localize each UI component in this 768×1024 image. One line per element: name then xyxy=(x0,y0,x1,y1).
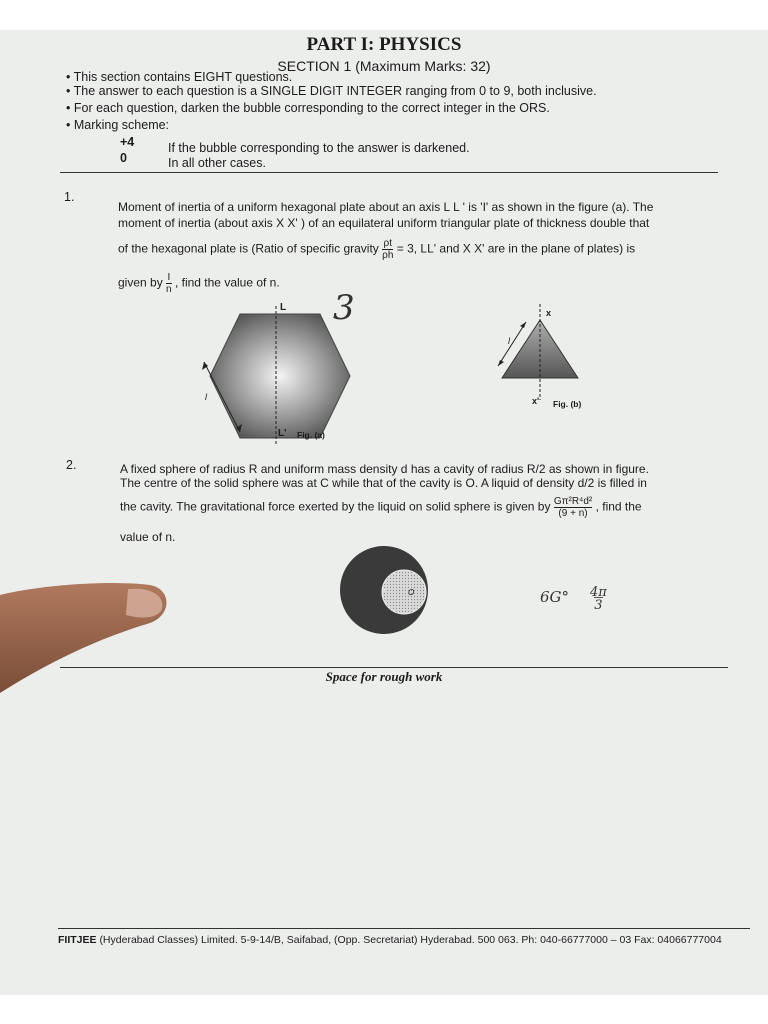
question-2-number: 2. xyxy=(66,458,77,472)
question-1-number: 1. xyxy=(64,190,75,204)
axis-label-L-prime: L' xyxy=(278,428,287,439)
axis-label-x-prime: x' xyxy=(532,396,540,406)
marking-zero: 0 xyxy=(120,151,127,165)
footer-brand: FIITJEE xyxy=(58,934,97,946)
marking-plus4-text: If the bubble corresponding to the answer is darkened. xyxy=(168,141,470,155)
side-label-l-hexagon: l xyxy=(205,392,207,402)
specific-gravity-ratio: $\frac{\rho t}{\rho h}$ xyxy=(382,238,394,261)
q1-line-1: Moment of inertia of a uniform hexagonal plate about an axis L L ' is 'I' as shown in the figure (a). The xyxy=(118,200,654,214)
sphere-with-cavity-figure xyxy=(338,544,438,640)
q1-line-2: moment of inertia (about axis X X' ) of an equilateral uniform triangular plate of thickness double that xyxy=(118,216,650,230)
handwritten-answer-3: 3 xyxy=(333,288,355,328)
marking-plus4: +4 xyxy=(120,135,135,149)
instruction-bullet-3: • For each question, darken the bubble corresponding to the correct integer in the ORS. xyxy=(66,101,550,115)
q2-line-3: the cavity. The gravitational force exerted by the liquid on solid sphere is given by $\frac{\text{Gπ²R⁴d²}}{(9 + n)}$ , find the xyxy=(120,496,642,519)
footer-address xyxy=(58,934,722,946)
section-title: SECTION 1 (Maximum Marks: 32) xyxy=(277,58,491,74)
fig-a-label: Fig. (a) xyxy=(297,430,325,440)
handwritten-note-2: 4π 3 xyxy=(590,585,607,613)
cavity-centre-label: O xyxy=(408,588,415,597)
axis-label-L: L xyxy=(280,302,287,313)
instruction-bullet-4: • Marking scheme: xyxy=(66,118,170,132)
part-title: PART I: PHYSICS xyxy=(306,34,462,55)
answer-fraction: $\frac{I}{n}$ xyxy=(166,272,172,295)
rough-work-caption: Space for rough work xyxy=(325,669,443,684)
axis-label-x: x xyxy=(546,308,552,318)
q2-line-2: The centre of the solid sphere was at C while that of the cavity is O. A liquid of density d/2 is filled in xyxy=(120,476,647,490)
footer-divider xyxy=(58,928,750,929)
handwritten-note-1: 6G° xyxy=(540,588,570,606)
finger-overlay xyxy=(0,575,175,695)
instruction-bullet-1: • This section contains EIGHT questions. xyxy=(66,70,293,84)
header-divider xyxy=(60,172,718,173)
fig-b-label: Fig. (b) xyxy=(553,399,582,409)
footer-text: (Hyderabad Classes) Limited. 5-9-14/B, Saifabad, (Opp. Secretariat) Hyderabad. 500 063. Ph: 040-66777000 – 03 Fax: 04066777004 xyxy=(99,934,722,946)
instruction-bullet-2: • The answer to each question is a SINGLE DIGIT INTEGER ranging from 0 to 9, both inclusive. xyxy=(66,84,597,98)
q2-line-1: A fixed sphere of radius R and uniform mass density d has a cavity of radius R/2 as shown in figure. xyxy=(120,462,649,476)
side-label-l-triangle: l xyxy=(508,336,510,346)
q1-line-4: given by $\frac{I}{n}$ , find the value of n. xyxy=(118,272,280,295)
marking-zero-text: In all other cases. xyxy=(168,156,266,170)
q2-line-4: value of n. xyxy=(120,530,176,544)
triangle-figure-b xyxy=(490,300,590,410)
force-fraction: $\frac{\text{Gπ²R⁴d²}}{(9 + n)}$ xyxy=(553,496,593,519)
q1-line-3: of the hexagonal plate is (Ratio of specific gravity $\frac{\rho t}{\rho h}$ = 3, LL' and X X' are in the plane of plates) is xyxy=(118,238,636,261)
